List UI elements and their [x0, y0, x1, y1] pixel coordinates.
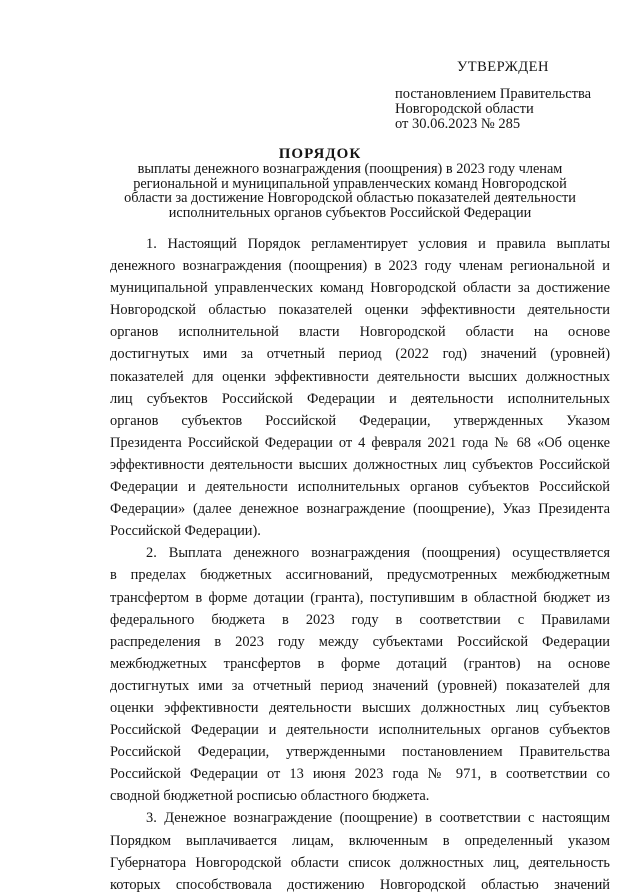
paragraph-line: Российской Федерации от 13 июня 2023 года № 971, в соответствии со [110, 766, 610, 783]
paragraph-line: федерального бюджета в 2023 году в соответствии с Правилами [110, 611, 610, 628]
approval-line: Новгородской области [395, 101, 534, 117]
paragraph-line: Российской Федерации, утвержденными постановлением Правительства [110, 744, 610, 761]
approval-stamp [395, 60, 625, 132]
paragraph-line: Федерации» (далее денежное вознаграждение (поощрение), Указ Президента [110, 501, 610, 518]
paragraph-line: 2. Выплата денежного вознаграждения (поощрения) осуществляется [146, 545, 610, 562]
paragraph-line: оценки эффективности деятельности высших должностных лиц субъектов [110, 699, 610, 716]
paragraph-line: Порядком выплачивается лицам, включенным в определенный указом [110, 832, 610, 849]
paragraph-line: Губернатора Новгородской области список должностных лиц, деятельность [110, 854, 610, 871]
paragraph-line: 3. Денежное вознаграждение (поощрение) в соответствии с настоящим [146, 810, 610, 827]
approval-line: постановлением Правительства [395, 86, 592, 102]
paragraph-line: органов исполнительной власти Новгородской области на основе [110, 324, 610, 341]
paragraph-line: трансфертом в форме дотации (гранта), поступившим в областной бюджет из [110, 589, 610, 606]
subtitle-line: выплаты денежного вознаграждения (поощрения) в 2023 году членам [137, 161, 563, 177]
paragraph-line: эффективности деятельности высших должностных лиц субъектов Российской [110, 456, 610, 473]
paragraph-line: муниципальной управленческих команд Новгородской области за достижение [110, 280, 610, 297]
paragraph-line: межбюджетных трансфертов в форме дотаций (грантов) на основе [110, 655, 610, 672]
paragraph-line: 1. Настоящий Порядок регламентирует условия и правила выплаты [146, 236, 610, 252]
paragraph-line: в пределах бюджетных ассигнований, предусмотренных межбюджетным [110, 567, 610, 584]
paragraph-line: Российской Федерации). [110, 523, 261, 540]
document-body [110, 233, 610, 896]
approval-line: от 30.06.2023 № 285 [395, 116, 521, 132]
subtitle-line: региональной и муниципальной управленческих команд Новгородской [133, 175, 567, 192]
paragraph-line: Федерации и деятельности исполнительных органов субъектов Российской [110, 479, 610, 496]
paragraph-1 [110, 233, 610, 542]
paragraph-2 [110, 542, 610, 807]
subtitle-line: области за достижение Новгородской областью показателей деятельности [124, 190, 576, 206]
document-subtitle [110, 162, 590, 220]
subtitle-line: исполнительных органов субъектов Российской Федерации [168, 204, 532, 221]
paragraph-line: Российской Федерации и деятельности исполнительных органов субъектов [110, 722, 610, 739]
paragraph-line: органов субъектов Российской Федерации, утвержденных Указом [110, 412, 610, 429]
paragraph-line: показателей для оценки эффективности деятельности высших должностных [110, 368, 610, 385]
paragraph-line: которых способствовала достижению Новгородской областью значений [110, 876, 610, 893]
approval-title: УТВЕРЖДЕН [457, 59, 549, 75]
paragraph-line: распределения в 2023 году между субъектами Российской Федерации [110, 633, 610, 650]
paragraph-line: лиц субъектов Российской Федерации и деятельности исполнительных [110, 390, 610, 407]
paragraph-line: достигнутых ими за отчетный период значений (уровней) показателей для [110, 677, 610, 694]
paragraph-line: Новгородской областью показателей оценки эффективности деятельности [110, 302, 610, 319]
paragraph-line: достигнутых ими за отчетный период (2022 год) значений (уровней) [110, 346, 610, 363]
paragraph-line: денежного вознаграждения (поощрения) в 2023 году членам региональной и [110, 258, 610, 275]
paragraph-3 [110, 807, 610, 895]
document-title: ПОРЯДОК [278, 146, 362, 162]
paragraph-line: сводной бюджетной росписью областного бюджета. [110, 788, 430, 805]
paragraph-line: Президента Российской Федерации от 4 февраля 2021 года № 68 «Об оценке [110, 434, 610, 451]
